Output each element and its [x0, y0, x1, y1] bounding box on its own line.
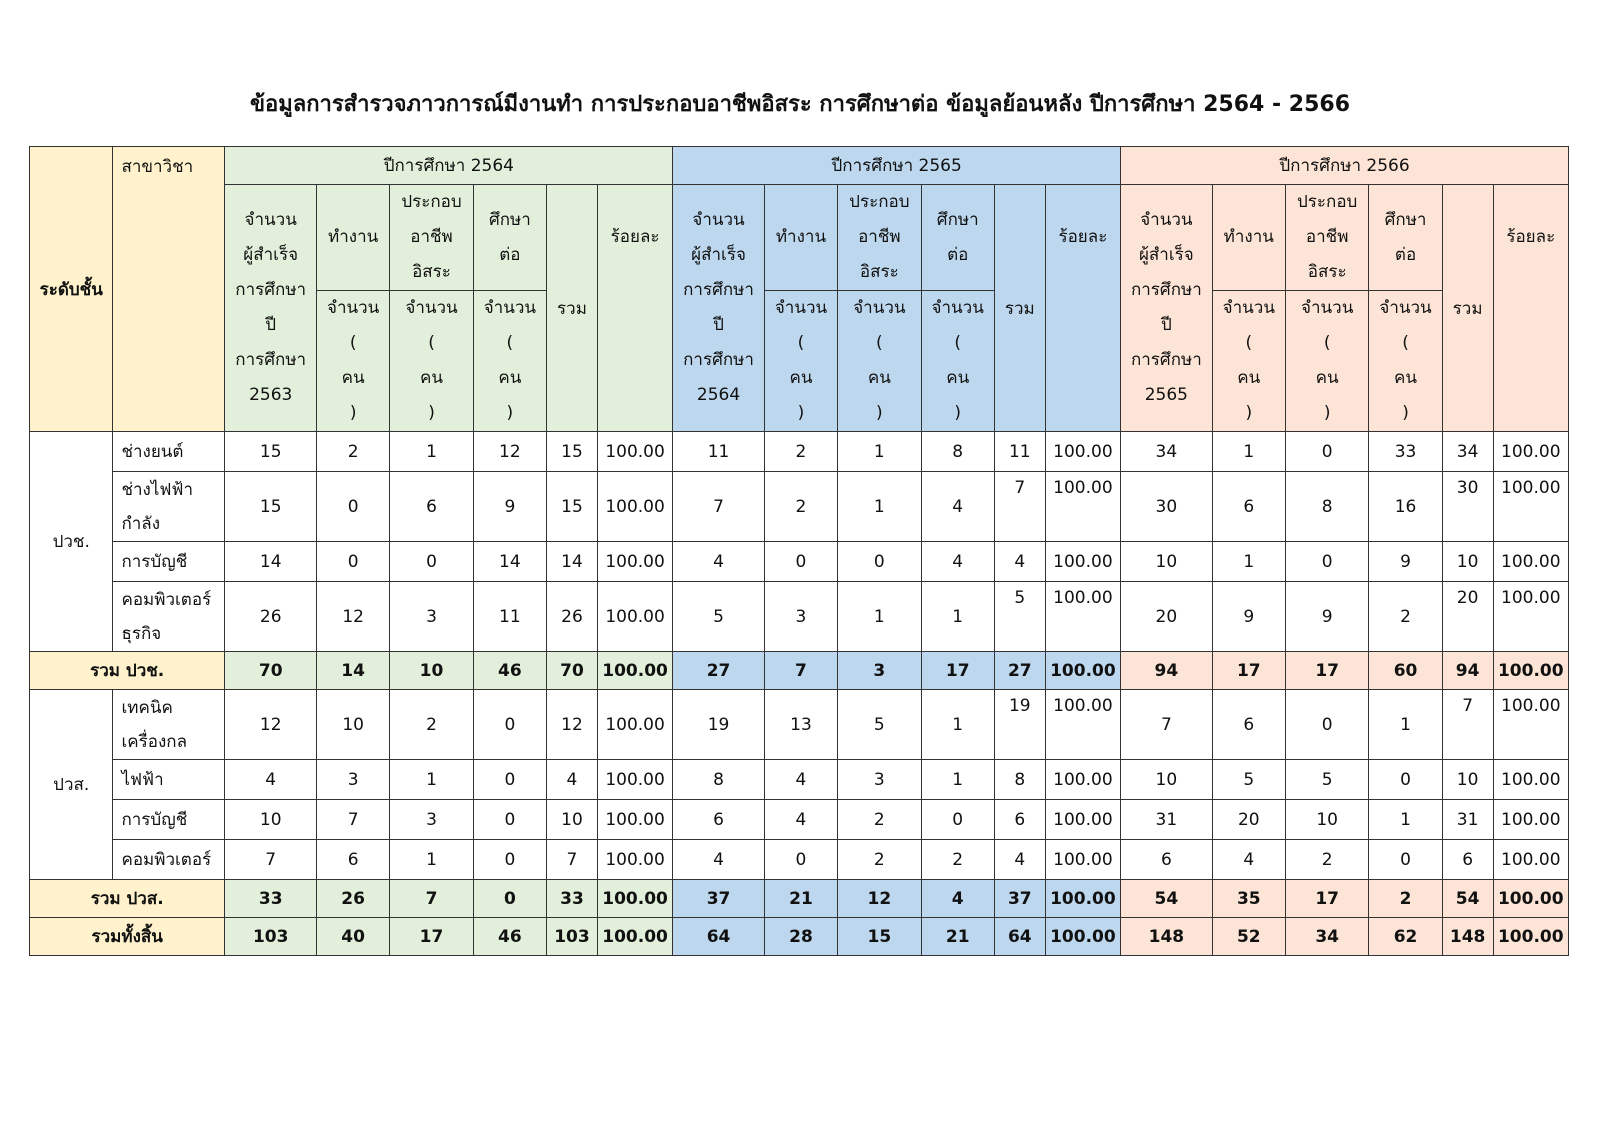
value-cell: 100.00 — [597, 652, 672, 690]
value-cell: 1 — [838, 472, 921, 542]
header-total: รวม — [994, 185, 1045, 432]
level-cell: ปวช. — [30, 432, 113, 652]
value-cell: 3 — [390, 800, 473, 840]
value-cell: 14 — [547, 542, 598, 582]
value-cell: 64 — [673, 918, 765, 956]
value-cell: 7 — [1442, 690, 1493, 760]
value-cell: 6 — [1212, 472, 1285, 542]
value-cell: 6 — [1442, 840, 1493, 880]
value-cell: 4 — [921, 880, 994, 918]
value-cell: 34 — [1121, 432, 1213, 472]
value-cell: 14 — [317, 652, 390, 690]
value-cell: 6 — [1121, 840, 1213, 880]
value-cell: 30 — [1442, 472, 1493, 542]
value-cell: 1 — [838, 432, 921, 472]
value-cell: 100.00 — [597, 840, 672, 880]
value-cell: 94 — [1442, 652, 1493, 690]
value-cell: 30 — [1121, 472, 1213, 542]
subtotal-row — [30, 652, 1569, 690]
value-cell: 6 — [994, 800, 1045, 840]
major-cell: ช่างยนต์ — [113, 432, 225, 472]
header-count-unit: จำนวน ( คน ) — [1212, 291, 1285, 432]
value-cell: 100.00 — [597, 472, 672, 542]
value-cell: 7 — [225, 840, 317, 880]
page-title: ข้อมูลการสำรวจภาวการณ์มีงานทำ การประกอบอาชีพอิสระ การศึกษาต่อ ข้อมูลย้อนหลัง ปีการศึกษา 2564 - 2566 — [249, 92, 1351, 117]
value-cell: 19 — [994, 690, 1045, 760]
value-cell: 27 — [994, 652, 1045, 690]
value-cell: 10 — [1285, 800, 1368, 840]
header-year: ปีการศึกษา 2566 — [1121, 147, 1569, 185]
value-cell: 0 — [473, 760, 546, 800]
value-cell: 0 — [1369, 760, 1442, 800]
header-year: ปีการศึกษา 2565 — [673, 147, 1121, 185]
header-year: ปีการศึกษา 2564 — [225, 147, 673, 185]
value-cell: 1 — [1369, 690, 1442, 760]
value-cell: 12 — [547, 690, 598, 760]
value-cell: 1 — [390, 840, 473, 880]
header-graduates: จำนวน ผู้สำเร็จ การศึกษา ปี การศึกษา 2564 — [673, 185, 765, 432]
value-cell: 0 — [1285, 542, 1368, 582]
table-row — [30, 582, 1569, 652]
header-total: รวม — [547, 185, 598, 432]
value-cell: 3 — [390, 582, 473, 652]
header-count-unit: จำนวน ( คน ) — [1369, 291, 1442, 432]
value-cell: 7 — [390, 880, 473, 918]
value-cell: 100.00 — [597, 800, 672, 840]
value-cell: 100.00 — [597, 582, 672, 652]
value-cell: 94 — [1121, 652, 1213, 690]
value-cell: 12 — [473, 432, 546, 472]
value-cell: 37 — [994, 880, 1045, 918]
value-cell: 10 — [225, 800, 317, 840]
header-percent: ร้อยละ — [1045, 185, 1120, 432]
header-count-unit: จำนวน ( คน ) — [921, 291, 994, 432]
major-cell: การบัญชี — [113, 800, 225, 840]
header-graduates: จำนวน ผู้สำเร็จ การศึกษา ปี การศึกษา 2563 — [225, 185, 317, 432]
value-cell: 0 — [764, 840, 837, 880]
major-cell: ช่างไฟฟ้า กำลัง — [113, 472, 225, 542]
value-cell: 11 — [473, 582, 546, 652]
value-cell: 26 — [547, 582, 598, 652]
value-cell: 28 — [764, 918, 837, 956]
value-cell: 46 — [473, 652, 546, 690]
value-cell: 148 — [1442, 918, 1493, 956]
value-cell: 148 — [1121, 918, 1213, 956]
value-cell: 14 — [473, 542, 546, 582]
value-cell: 2 — [1369, 880, 1442, 918]
value-cell: 7 — [673, 472, 765, 542]
value-cell: 11 — [673, 432, 765, 472]
value-cell: 12 — [225, 690, 317, 760]
value-cell: 100.00 — [1045, 652, 1120, 690]
value-cell: 54 — [1442, 880, 1493, 918]
value-cell: 52 — [1212, 918, 1285, 956]
value-cell: 54 — [1121, 880, 1213, 918]
value-cell: 100.00 — [597, 432, 672, 472]
header-study: ศึกษา ต่อ — [921, 185, 994, 291]
value-cell: 100.00 — [1493, 542, 1568, 582]
table-body — [30, 432, 1569, 956]
value-cell: 6 — [390, 472, 473, 542]
value-cell: 5 — [673, 582, 765, 652]
value-cell: 4 — [921, 542, 994, 582]
subtotal-label: รวม ปวส. — [30, 880, 225, 918]
major-cell: เทคนิค เครื่องกล — [113, 690, 225, 760]
header-count-unit: จำนวน ( คน ) — [1285, 291, 1368, 432]
value-cell: 31 — [1442, 800, 1493, 840]
header-work: ทำงาน — [317, 185, 390, 291]
major-cell: คอมพิวเตอร์ ธุรกิจ — [113, 582, 225, 652]
header-count-unit: จำนวน ( คน ) — [317, 291, 390, 432]
value-cell: 9 — [473, 472, 546, 542]
value-cell: 10 — [1121, 542, 1213, 582]
grand-total-row — [30, 918, 1569, 956]
value-cell: 100.00 — [597, 690, 672, 760]
value-cell: 3 — [838, 652, 921, 690]
value-cell: 9 — [1285, 582, 1368, 652]
value-cell: 16 — [1369, 472, 1442, 542]
value-cell: 20 — [1121, 582, 1213, 652]
table-header — [30, 147, 1569, 432]
value-cell: 2 — [317, 432, 390, 472]
value-cell: 2 — [921, 840, 994, 880]
value-cell: 100.00 — [1493, 840, 1568, 880]
value-cell: 10 — [1442, 760, 1493, 800]
value-cell: 26 — [317, 880, 390, 918]
value-cell: 4 — [673, 840, 765, 880]
header-work: ทำงาน — [1212, 185, 1285, 291]
header-percent: ร้อยละ — [1493, 185, 1568, 432]
header-study: ศึกษา ต่อ — [473, 185, 546, 291]
value-cell: 2 — [1369, 582, 1442, 652]
value-cell: 4 — [764, 800, 837, 840]
value-cell: 7 — [994, 472, 1045, 542]
value-cell: 17 — [921, 652, 994, 690]
value-cell: 6 — [673, 800, 765, 840]
value-cell: 0 — [1285, 432, 1368, 472]
table-row — [30, 840, 1569, 880]
header-self-employed: ประกอบ อาชีพ อิสระ — [1285, 185, 1368, 291]
header-graduates: จำนวน ผู้สำเร็จ การศึกษา ปี การศึกษา 2565 — [1121, 185, 1213, 432]
header-self-employed: ประกอบ อาชีพ อิสระ — [838, 185, 921, 291]
value-cell: 40 — [317, 918, 390, 956]
table-row — [30, 760, 1569, 800]
major-cell: การบัญชี — [113, 542, 225, 582]
grand-total-label: รวมทั้งสิ้น — [30, 918, 225, 956]
value-cell: 33 — [225, 880, 317, 918]
value-cell: 3 — [764, 582, 837, 652]
value-cell: 1 — [1369, 800, 1442, 840]
header-level: ระดับชั้น — [30, 147, 113, 432]
value-cell: 70 — [547, 652, 598, 690]
value-cell: 21 — [921, 918, 994, 956]
value-cell: 3 — [317, 760, 390, 800]
value-cell: 0 — [473, 800, 546, 840]
value-cell: 100.00 — [1493, 690, 1568, 760]
value-cell: 2 — [764, 472, 837, 542]
value-cell: 20 — [1442, 582, 1493, 652]
value-cell: 60 — [1369, 652, 1442, 690]
value-cell: 10 — [1121, 760, 1213, 800]
value-cell: 37 — [673, 880, 765, 918]
value-cell: 62 — [1369, 918, 1442, 956]
value-cell: 0 — [317, 542, 390, 582]
value-cell: 0 — [390, 542, 473, 582]
value-cell: 1 — [921, 690, 994, 760]
value-cell: 100.00 — [1045, 690, 1120, 760]
header-percent: ร้อยละ — [597, 185, 672, 432]
level-cell: ปวส. — [30, 690, 113, 880]
value-cell: 103 — [225, 918, 317, 956]
value-cell: 100.00 — [1045, 582, 1120, 652]
header-total: รวม — [1442, 185, 1493, 432]
value-cell: 3 — [838, 760, 921, 800]
value-cell: 14 — [225, 542, 317, 582]
value-cell: 33 — [1369, 432, 1442, 472]
value-cell: 9 — [1212, 582, 1285, 652]
table-row — [30, 432, 1569, 472]
value-cell: 100.00 — [1493, 582, 1568, 652]
value-cell: 7 — [547, 840, 598, 880]
header-count-unit: จำนวน ( คน ) — [473, 291, 546, 432]
value-cell: 26 — [225, 582, 317, 652]
value-cell: 0 — [473, 880, 546, 918]
value-cell: 15 — [225, 472, 317, 542]
value-cell: 17 — [1285, 880, 1368, 918]
value-cell: 34 — [1285, 918, 1368, 956]
table-row — [30, 472, 1569, 542]
value-cell: 6 — [317, 840, 390, 880]
header-self-employed: ประกอบ อาชีพ อิสระ — [390, 185, 473, 291]
value-cell: 10 — [317, 690, 390, 760]
value-cell: 100.00 — [1045, 918, 1120, 956]
value-cell: 12 — [317, 582, 390, 652]
value-cell: 100.00 — [1045, 840, 1120, 880]
value-cell: 0 — [921, 800, 994, 840]
value-cell: 64 — [994, 918, 1045, 956]
value-cell: 1 — [921, 760, 994, 800]
value-cell: 4 — [994, 840, 1045, 880]
header-study: ศึกษา ต่อ — [1369, 185, 1442, 291]
value-cell: 1 — [390, 432, 473, 472]
value-cell: 46 — [473, 918, 546, 956]
value-cell: 100.00 — [1045, 760, 1120, 800]
value-cell: 0 — [1369, 840, 1442, 880]
value-cell: 33 — [547, 880, 598, 918]
value-cell: 2 — [764, 432, 837, 472]
value-cell: 7 — [1121, 690, 1213, 760]
value-cell: 19 — [673, 690, 765, 760]
header-work: ทำงาน — [764, 185, 837, 291]
value-cell: 10 — [1442, 542, 1493, 582]
value-cell: 35 — [1212, 880, 1285, 918]
value-cell: 4 — [547, 760, 598, 800]
value-cell: 100.00 — [1493, 880, 1568, 918]
value-cell: 0 — [473, 840, 546, 880]
value-cell: 1 — [1212, 542, 1285, 582]
value-cell: 12 — [838, 880, 921, 918]
value-cell: 1 — [921, 582, 994, 652]
value-cell: 15 — [225, 432, 317, 472]
value-cell: 4 — [673, 542, 765, 582]
value-cell: 4 — [921, 472, 994, 542]
table-row — [30, 690, 1569, 760]
value-cell: 2 — [1285, 840, 1368, 880]
value-cell: 34 — [1442, 432, 1493, 472]
header-count-unit: จำนวน ( คน ) — [838, 291, 921, 432]
value-cell: 103 — [547, 918, 598, 956]
value-cell: 21 — [764, 880, 837, 918]
value-cell: 0 — [1285, 690, 1368, 760]
value-cell: 4 — [225, 760, 317, 800]
value-cell: 8 — [921, 432, 994, 472]
value-cell: 15 — [547, 432, 598, 472]
header-count-unit: จำนวน ( คน ) — [764, 291, 837, 432]
table-row — [30, 800, 1569, 840]
subtotal-row — [30, 880, 1569, 918]
value-cell: 2 — [390, 690, 473, 760]
table-row — [30, 542, 1569, 582]
value-cell: 8 — [673, 760, 765, 800]
value-cell: 1 — [390, 760, 473, 800]
value-cell: 100.00 — [1493, 760, 1568, 800]
major-cell: ไฟฟ้า — [113, 760, 225, 800]
value-cell: 7 — [317, 800, 390, 840]
value-cell: 8 — [994, 760, 1045, 800]
value-cell: 100.00 — [597, 880, 672, 918]
value-cell: 100.00 — [1493, 432, 1568, 472]
value-cell: 100.00 — [597, 542, 672, 582]
value-cell: 5 — [838, 690, 921, 760]
value-cell: 100.00 — [1045, 542, 1120, 582]
value-cell: 15 — [547, 472, 598, 542]
value-cell: 9 — [1369, 542, 1442, 582]
value-cell: 17 — [1212, 652, 1285, 690]
value-cell: 10 — [547, 800, 598, 840]
value-cell: 5 — [1285, 760, 1368, 800]
value-cell: 31 — [1121, 800, 1213, 840]
value-cell: 10 — [390, 652, 473, 690]
value-cell: 13 — [764, 690, 837, 760]
value-cell: 17 — [1285, 652, 1368, 690]
value-cell: 100.00 — [1045, 880, 1120, 918]
value-cell: 100.00 — [1045, 432, 1120, 472]
value-cell: 0 — [473, 690, 546, 760]
value-cell: 4 — [994, 542, 1045, 582]
value-cell: 0 — [764, 542, 837, 582]
value-cell: 17 — [390, 918, 473, 956]
value-cell: 20 — [1212, 800, 1285, 840]
value-cell: 100.00 — [1493, 652, 1568, 690]
header-major: สาขาวิชา — [113, 147, 225, 432]
value-cell: 100.00 — [1045, 800, 1120, 840]
value-cell: 5 — [1212, 760, 1285, 800]
value-cell: 8 — [1285, 472, 1368, 542]
value-cell: 100.00 — [1045, 472, 1120, 542]
major-cell: คอมพิวเตอร์ — [113, 840, 225, 880]
value-cell: 70 — [225, 652, 317, 690]
value-cell: 1 — [838, 582, 921, 652]
value-cell: 1 — [1212, 432, 1285, 472]
value-cell: 15 — [838, 918, 921, 956]
survey-table — [29, 146, 1569, 956]
value-cell: 7 — [764, 652, 837, 690]
subtotal-label: รวม ปวช. — [30, 652, 225, 690]
value-cell: 6 — [1212, 690, 1285, 760]
value-cell: 27 — [673, 652, 765, 690]
value-cell: 5 — [994, 582, 1045, 652]
value-cell: 4 — [764, 760, 837, 800]
value-cell: 100.00 — [1493, 800, 1568, 840]
value-cell: 100.00 — [1493, 472, 1568, 542]
value-cell: 11 — [994, 432, 1045, 472]
value-cell: 0 — [317, 472, 390, 542]
value-cell: 2 — [838, 800, 921, 840]
value-cell: 100.00 — [597, 760, 672, 800]
value-cell: 100.00 — [597, 918, 672, 956]
value-cell: 4 — [1212, 840, 1285, 880]
value-cell: 2 — [838, 840, 921, 880]
value-cell: 100.00 — [1493, 918, 1568, 956]
header-count-unit: จำนวน ( คน ) — [390, 291, 473, 432]
value-cell: 0 — [838, 542, 921, 582]
